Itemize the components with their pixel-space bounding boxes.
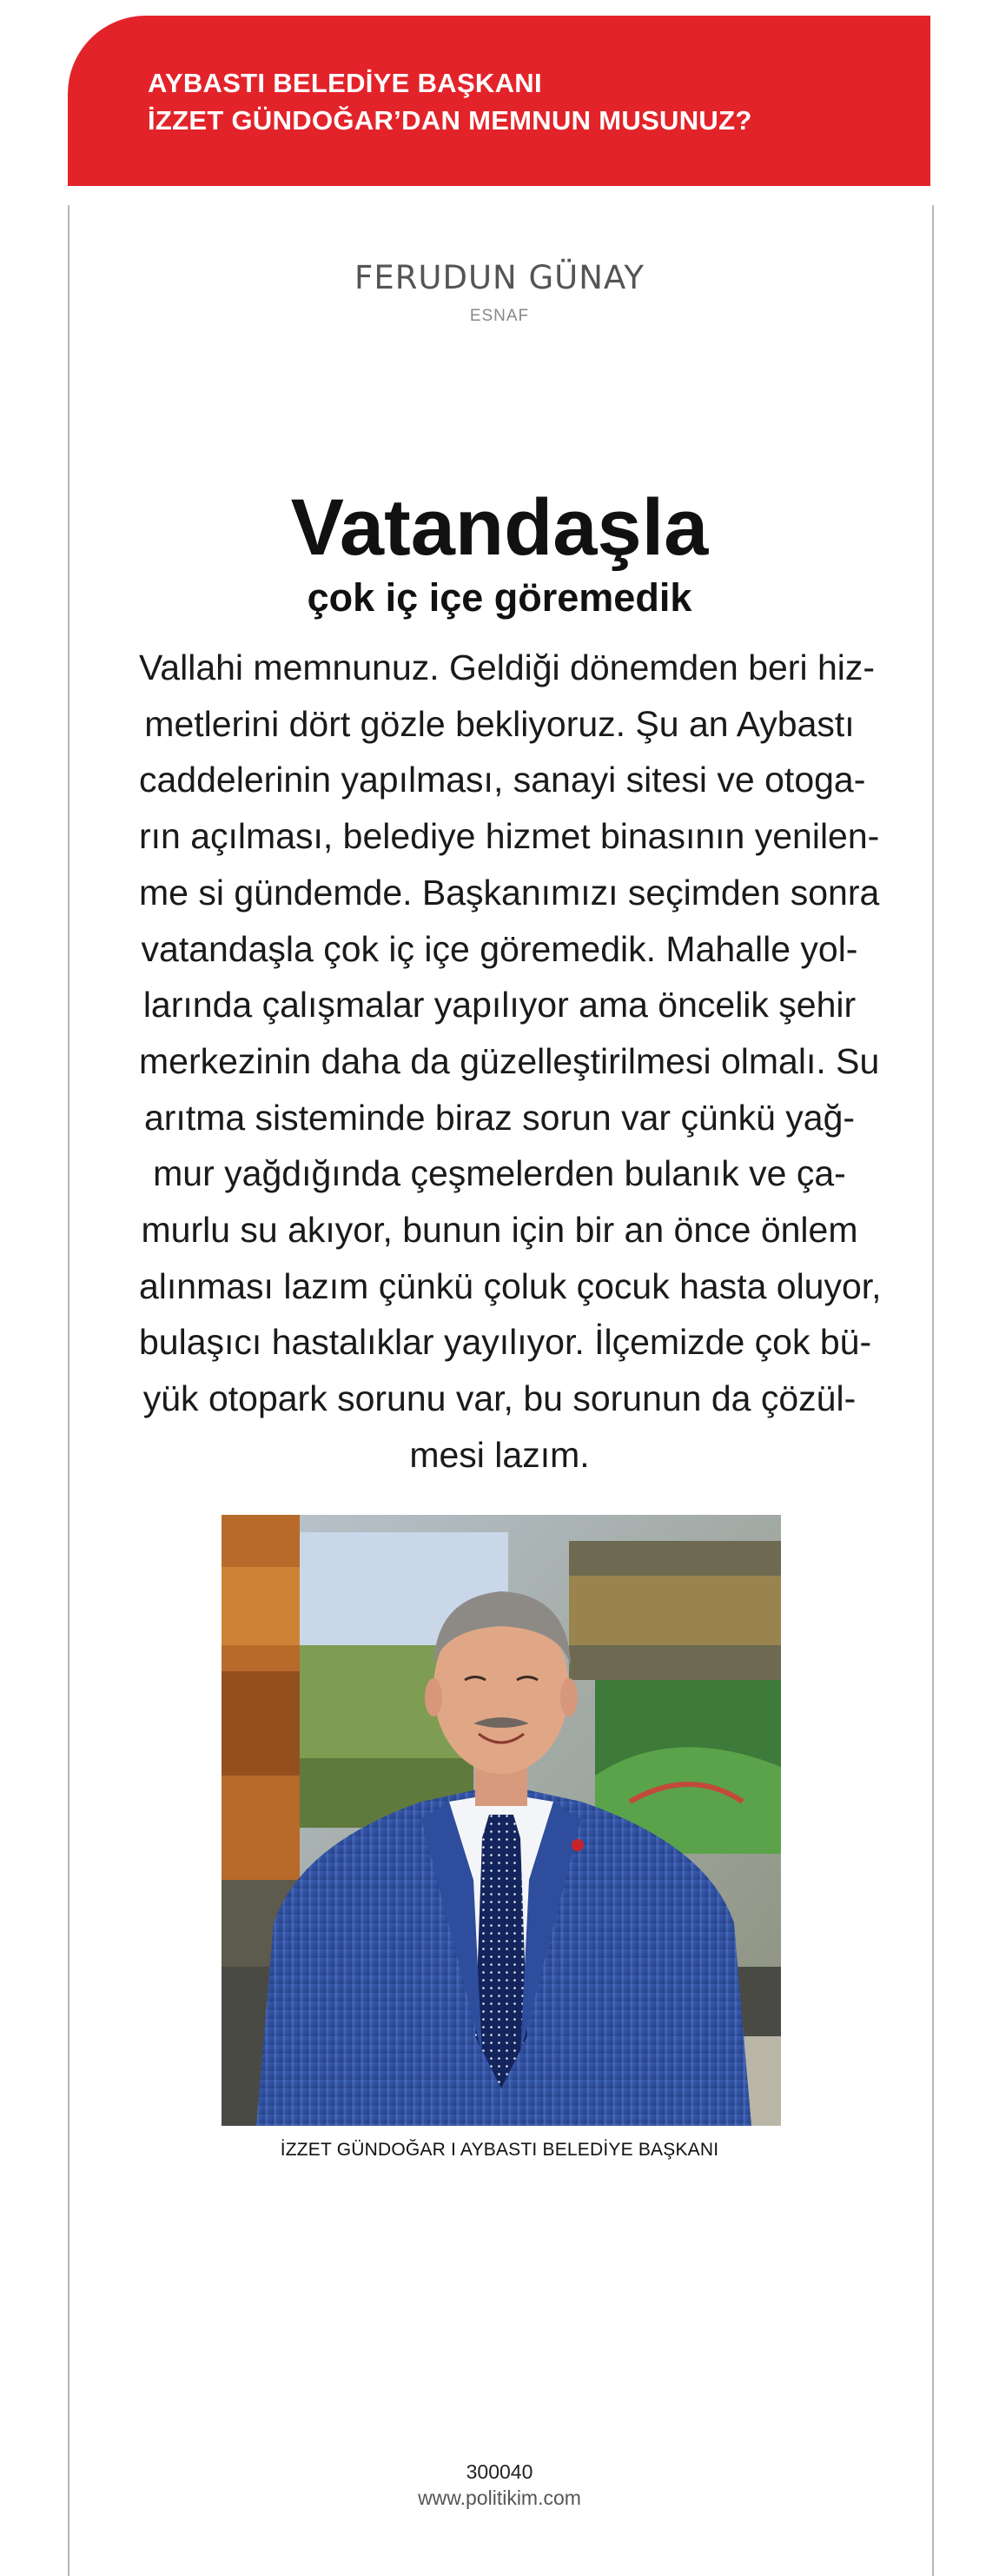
body-line: metlerini dört gözle bekliyoruz. Şu an Aybastı	[144, 703, 855, 744]
article-body	[139, 640, 882, 1484]
body-line: vatandaşla çok iç içe göremedik. Mahalle yol-	[141, 928, 858, 969]
body-line: rın açılması, belediye hizmet binasının yenilen-	[139, 816, 880, 857]
body-line: murlu su akıyor, bunun için bir an önce önlem	[141, 1210, 858, 1251]
body-line: larında çalışmalar yapılıyor ama öncelik şehir	[142, 985, 857, 1026]
body-line: merkezinin daha da güzelleştirilmesi olmalı. Su	[139, 1040, 880, 1081]
header-banner	[68, 16, 930, 186]
body-line: bulaşıcı hastalıklar yayılıyor. İlçemizde çok bü-	[139, 1322, 872, 1363]
portrait-illustration	[222, 1515, 781, 2126]
body-line: alınması lazım çünkü çoluk çocuk hasta oluyor,	[139, 1265, 882, 1306]
banner-title-line-2: İZZET GÜNDOĞAR’DAN MEMNUN MUSUNUZ?	[148, 105, 752, 136]
article-headline: Vatandaşla	[290, 483, 709, 572]
body-line: yük otopark sorunu var, bu sorunun da çözül-	[142, 1378, 857, 1419]
body-line: arıtma sisteminde biraz sorun var çünkü yağ-	[143, 1097, 856, 1138]
footer-url[interactable]: www.politikim.com	[418, 2486, 581, 2509]
author-name: FERUDUN GÜNAY	[354, 259, 645, 296]
body-line: me si gündemde. Başkanımızı seçimden sonra	[139, 872, 880, 913]
portrait-photo	[222, 1515, 781, 2126]
body-line: caddelerinin yapılması, sanayi sitesi ve otoga-	[139, 760, 866, 800]
banner-title-line-1: AYBASTI BELEDİYE BAŞKANI	[148, 68, 542, 98]
author-role: ESNAF	[469, 307, 530, 325]
body-line: Vallahi memnunuz. Geldiği dönemden beri hiz-	[139, 647, 876, 687]
footer-code: 300040	[466, 2460, 533, 2483]
article-subheadline: çok iç içe göremedik	[307, 575, 692, 620]
body-line: mur yağdığında çeşmelerden bulanık ve ça-	[153, 1153, 846, 1194]
body-line: mesi lazım.	[409, 1434, 590, 1475]
photo-caption: İZZET GÜNDOĞAR I AYBASTI BELEDİYE BAŞKANI	[280, 2140, 719, 2160]
